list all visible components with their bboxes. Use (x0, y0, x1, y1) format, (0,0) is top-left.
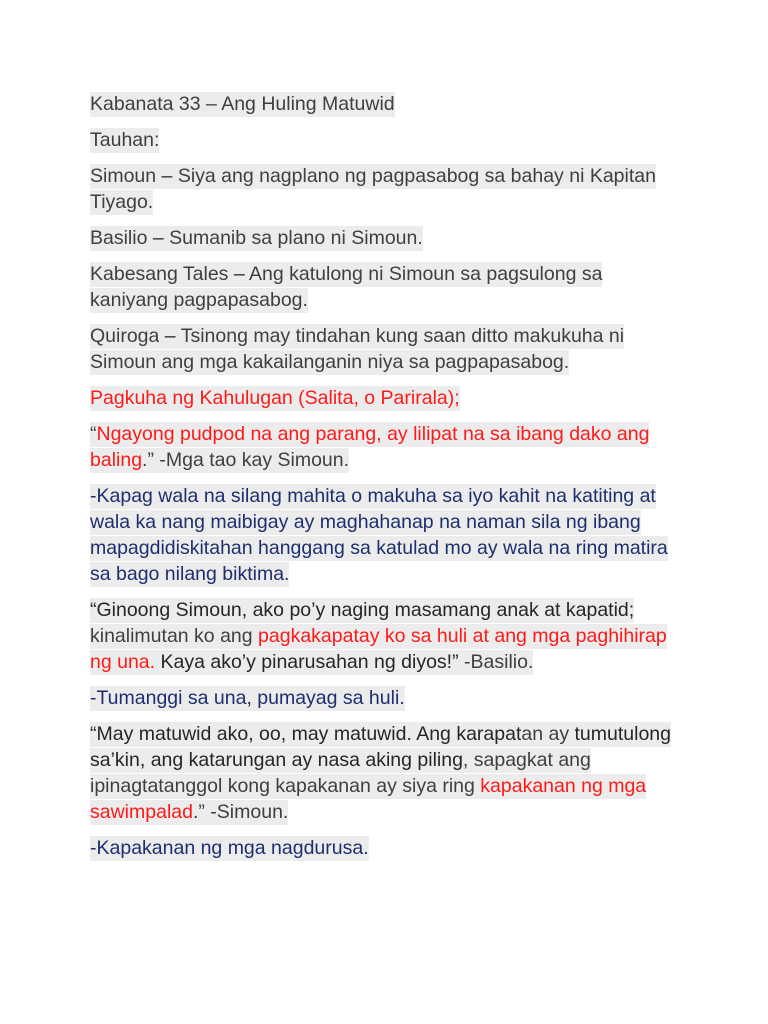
quote-text: “Ginoong Simoun, ako po’y naging masamang anak at kapatid; (90, 599, 635, 621)
character-description: Ang katulong ni Simoun sa pagsulong sa kaniyang pagpapasabog. (90, 263, 603, 311)
quote-attribution: -Basilio. (458, 651, 534, 673)
quote-highlight: kapakanan ng mga sawimpalad (90, 775, 647, 823)
section-heading-text: Pagkuha ng Kahulugan (Salita, o Parirala); (90, 387, 460, 409)
quote-text: Ngayong pudpod na ang parang, ay lilipat na sa ibang dako ang baling (90, 423, 650, 471)
quote-1 (90, 421, 680, 473)
character-kabesang-tales (90, 261, 680, 313)
character-separator: – (147, 227, 170, 249)
character-simoun (90, 163, 680, 215)
meaning-3 (90, 835, 680, 861)
quote-2 (90, 597, 680, 675)
character-separator: – (159, 325, 181, 347)
quote-attribution: .” -Mga tao kay Simoun. (142, 449, 350, 471)
chapter-title (90, 91, 680, 117)
character-name: Quiroga (90, 325, 160, 347)
quote-3 (90, 721, 680, 825)
section-heading (90, 385, 680, 411)
quote-attribution: .” -Simoun. (192, 801, 289, 823)
quote-text: tumutulong sa’kin, ang katarungan ay nasa aking piling (90, 723, 671, 771)
quote-text: , sapagkat ang ipinagtatanggol kong kapakanan ay siya ring (90, 749, 591, 797)
chapter-title-text: Kabanata 33 – Ang Huling Matuwid (90, 93, 395, 115)
meaning-text: -Kapakanan ng mga nagdurusa. (90, 837, 369, 859)
character-name: Kabesang Tales (90, 263, 229, 285)
character-basilio (90, 225, 680, 251)
quote-open-mark: “ (90, 423, 97, 445)
quote-text: an ay (521, 723, 575, 745)
meaning-text: -Kapag wala na silang mahita o makuha sa iyo kahit na katiting at wala ka nang maibigay ay maghahanap na naman sila ng ibang mapagdidiskitahan hanggang sa katulad mo ay wala na ring matira sa bago nilang biktima. (90, 485, 668, 585)
meaning-1 (90, 483, 680, 587)
character-description: Sumanib sa plano ni Simoun. (169, 227, 423, 249)
character-quiroga (90, 323, 680, 375)
quote-text: “May matuwid ako, oo, may matuwid. Ang karapat (90, 723, 522, 745)
quote-text: Kaya ako’y pinarusahan ng diyos!” (155, 651, 459, 673)
character-separator: – (156, 165, 178, 187)
quote-text: kinalimutan ko ang (90, 625, 259, 647)
tauhan-heading-text: Tauhan: (90, 129, 160, 151)
character-separator: – (228, 263, 250, 285)
meaning-text: -Tumanggi sa una, pumayag sa huli. (90, 687, 405, 709)
tauhan-heading (90, 127, 680, 153)
character-description: Tsinong may tindahan kung saan ditto makukuha ni Simoun ang mga kakailanganin niya sa pagpapasabog. (90, 325, 625, 373)
character-name: Simoun (90, 165, 157, 187)
character-description: Siya ang nagplano ng pagpasabog sa bahay ni Kapitan Tiyago. (90, 165, 656, 213)
quote-highlight: pagkakapatay ko sa huli at ang mga paghihirap ng una. (90, 625, 667, 673)
meaning-2 (90, 685, 680, 711)
character-name: Basilio (90, 227, 148, 249)
